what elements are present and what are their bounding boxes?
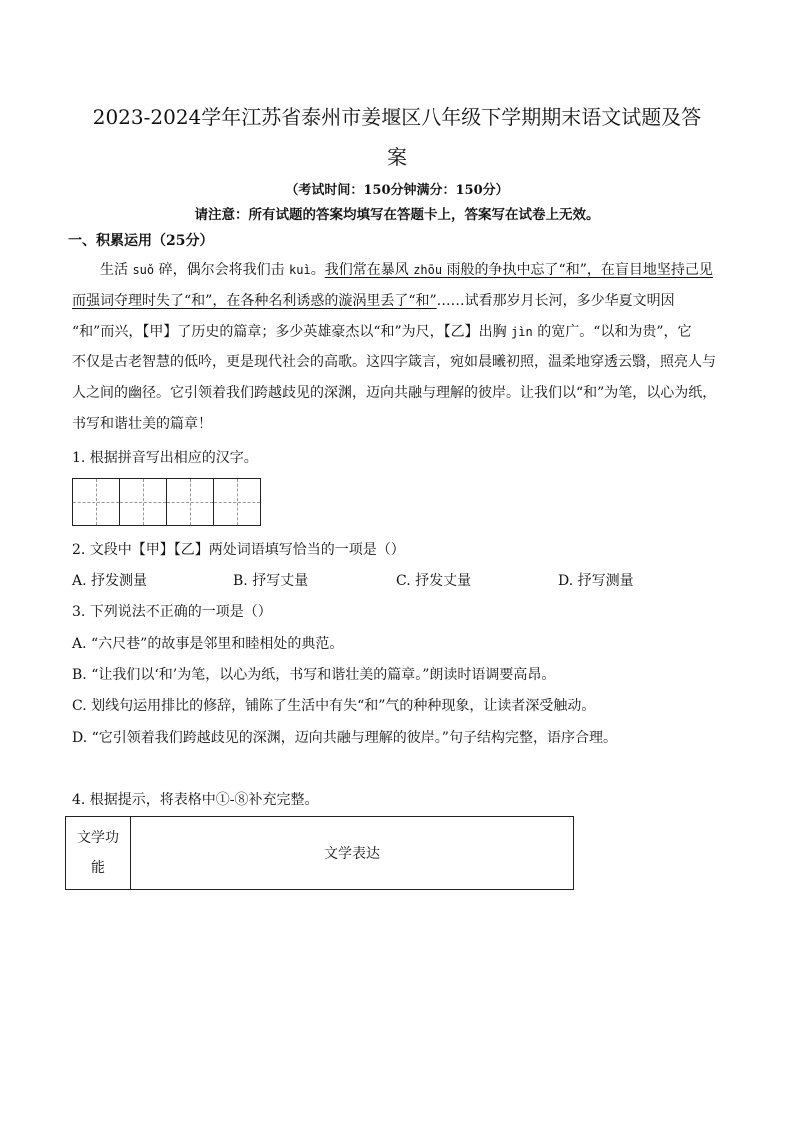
question-3: 3. 下列说法不正确的一项是（） <box>72 604 272 620</box>
header-text: 能 <box>91 860 105 876</box>
option-a: A. 抒发测量 <box>72 573 148 589</box>
option-c: C. 抒发丈量 <box>396 573 472 589</box>
table-header-expression: 文学表达 <box>131 817 574 890</box>
pinyin: suǒ <box>132 263 155 277</box>
answer-cell[interactable] <box>73 479 120 525</box>
text: “和”而兴，【甲】了历史的篇章；多少英雄豪杰以“和”为尺，【乙】出胸 <box>72 324 512 340</box>
passage-line: 书写和谐壮美的篇章！ <box>72 416 212 432</box>
underlined-sentence <box>325 262 713 278</box>
underlined-sentence: 而强词夺理时失了“和”，在各种名利诱惑的漩涡里丢了“和” <box>72 293 437 309</box>
question-4: 4. 根据提示，将表格中①-⑧补充完整。 <box>72 792 319 808</box>
answer-cell[interactable] <box>167 479 214 525</box>
answer-cell[interactable] <box>120 479 167 525</box>
passage-line: 人之间的幽径。它引领着我们跨越歧见的深渊，迈向共融与理解的彼岸。让我们以“和”为笔，以心为纸， <box>72 385 717 401</box>
option-d: D. 抒写测量 <box>558 573 634 589</box>
answer-table <box>65 816 574 890</box>
notice: 请注意：所有试题的答案均填写在答题卡上，答案写在试卷上无效。 <box>194 207 600 223</box>
question-2: 2. 文段中【甲】【乙】两处词语填写恰当的一项是（） <box>72 542 405 558</box>
option-b: B. 抒写丈量 <box>233 573 309 589</box>
text: 我们常在暴风 <box>324 262 414 278</box>
document-title: 2023-2024学年江苏省泰州市姜堰区八年级下学期期末语文试题及答 <box>92 105 702 129</box>
pinyin: kuì <box>289 263 311 277</box>
passage-line: 不仅是古老智慧的低吟，更是现代社会的高歌。这四字箴言，宛如晨曦初照，温柔地穿透云翳，照亮人与 <box>72 354 716 370</box>
text: 雨般的争执中忘了“和”，在盲目地坚持己见 <box>442 262 713 278</box>
pinyin: jìn <box>511 325 533 339</box>
text: 的宽广。“以和为贵”，它 <box>532 324 692 340</box>
answer-grid[interactable] <box>72 478 261 526</box>
text: 。 <box>310 262 325 278</box>
question-1: 1. 根据拼音写出相应的汉字。 <box>72 450 258 466</box>
option-b: B. “让我们以‘和’为笔，以心为纸，书写和谐壮美的篇章。”朗读时语调要高昂。 <box>72 667 556 683</box>
text: 碎，偶尔会将我们击 <box>154 262 290 278</box>
answer-cell[interactable] <box>214 479 260 525</box>
option-c: C. 划线句运用排比的修辞，铺陈了生活中有失“和”气的种种现象，让读者深受触动。 <box>72 698 596 714</box>
pinyin: zhōu <box>413 263 443 277</box>
exam-info: （考试时间：150分钟满分：150分） <box>285 183 509 198</box>
option-d: D. “它引领着我们跨越歧见的深渊，迈向共融与理解的彼岸。”句子结构完整，语序合理。 <box>72 730 617 746</box>
section-heading: 一、积累运用（25分） <box>68 233 214 249</box>
header-text: 文学功 <box>77 830 119 846</box>
text: 生活 <box>100 262 133 278</box>
text: ……试看那岁月长河，多少华夏文明因 <box>436 293 675 309</box>
table-header-function <box>66 817 131 890</box>
option-a: A. “六尺巷”的故事是邻里和睦相处的典范。 <box>72 636 344 652</box>
document-title-cont: 案 <box>387 145 407 169</box>
